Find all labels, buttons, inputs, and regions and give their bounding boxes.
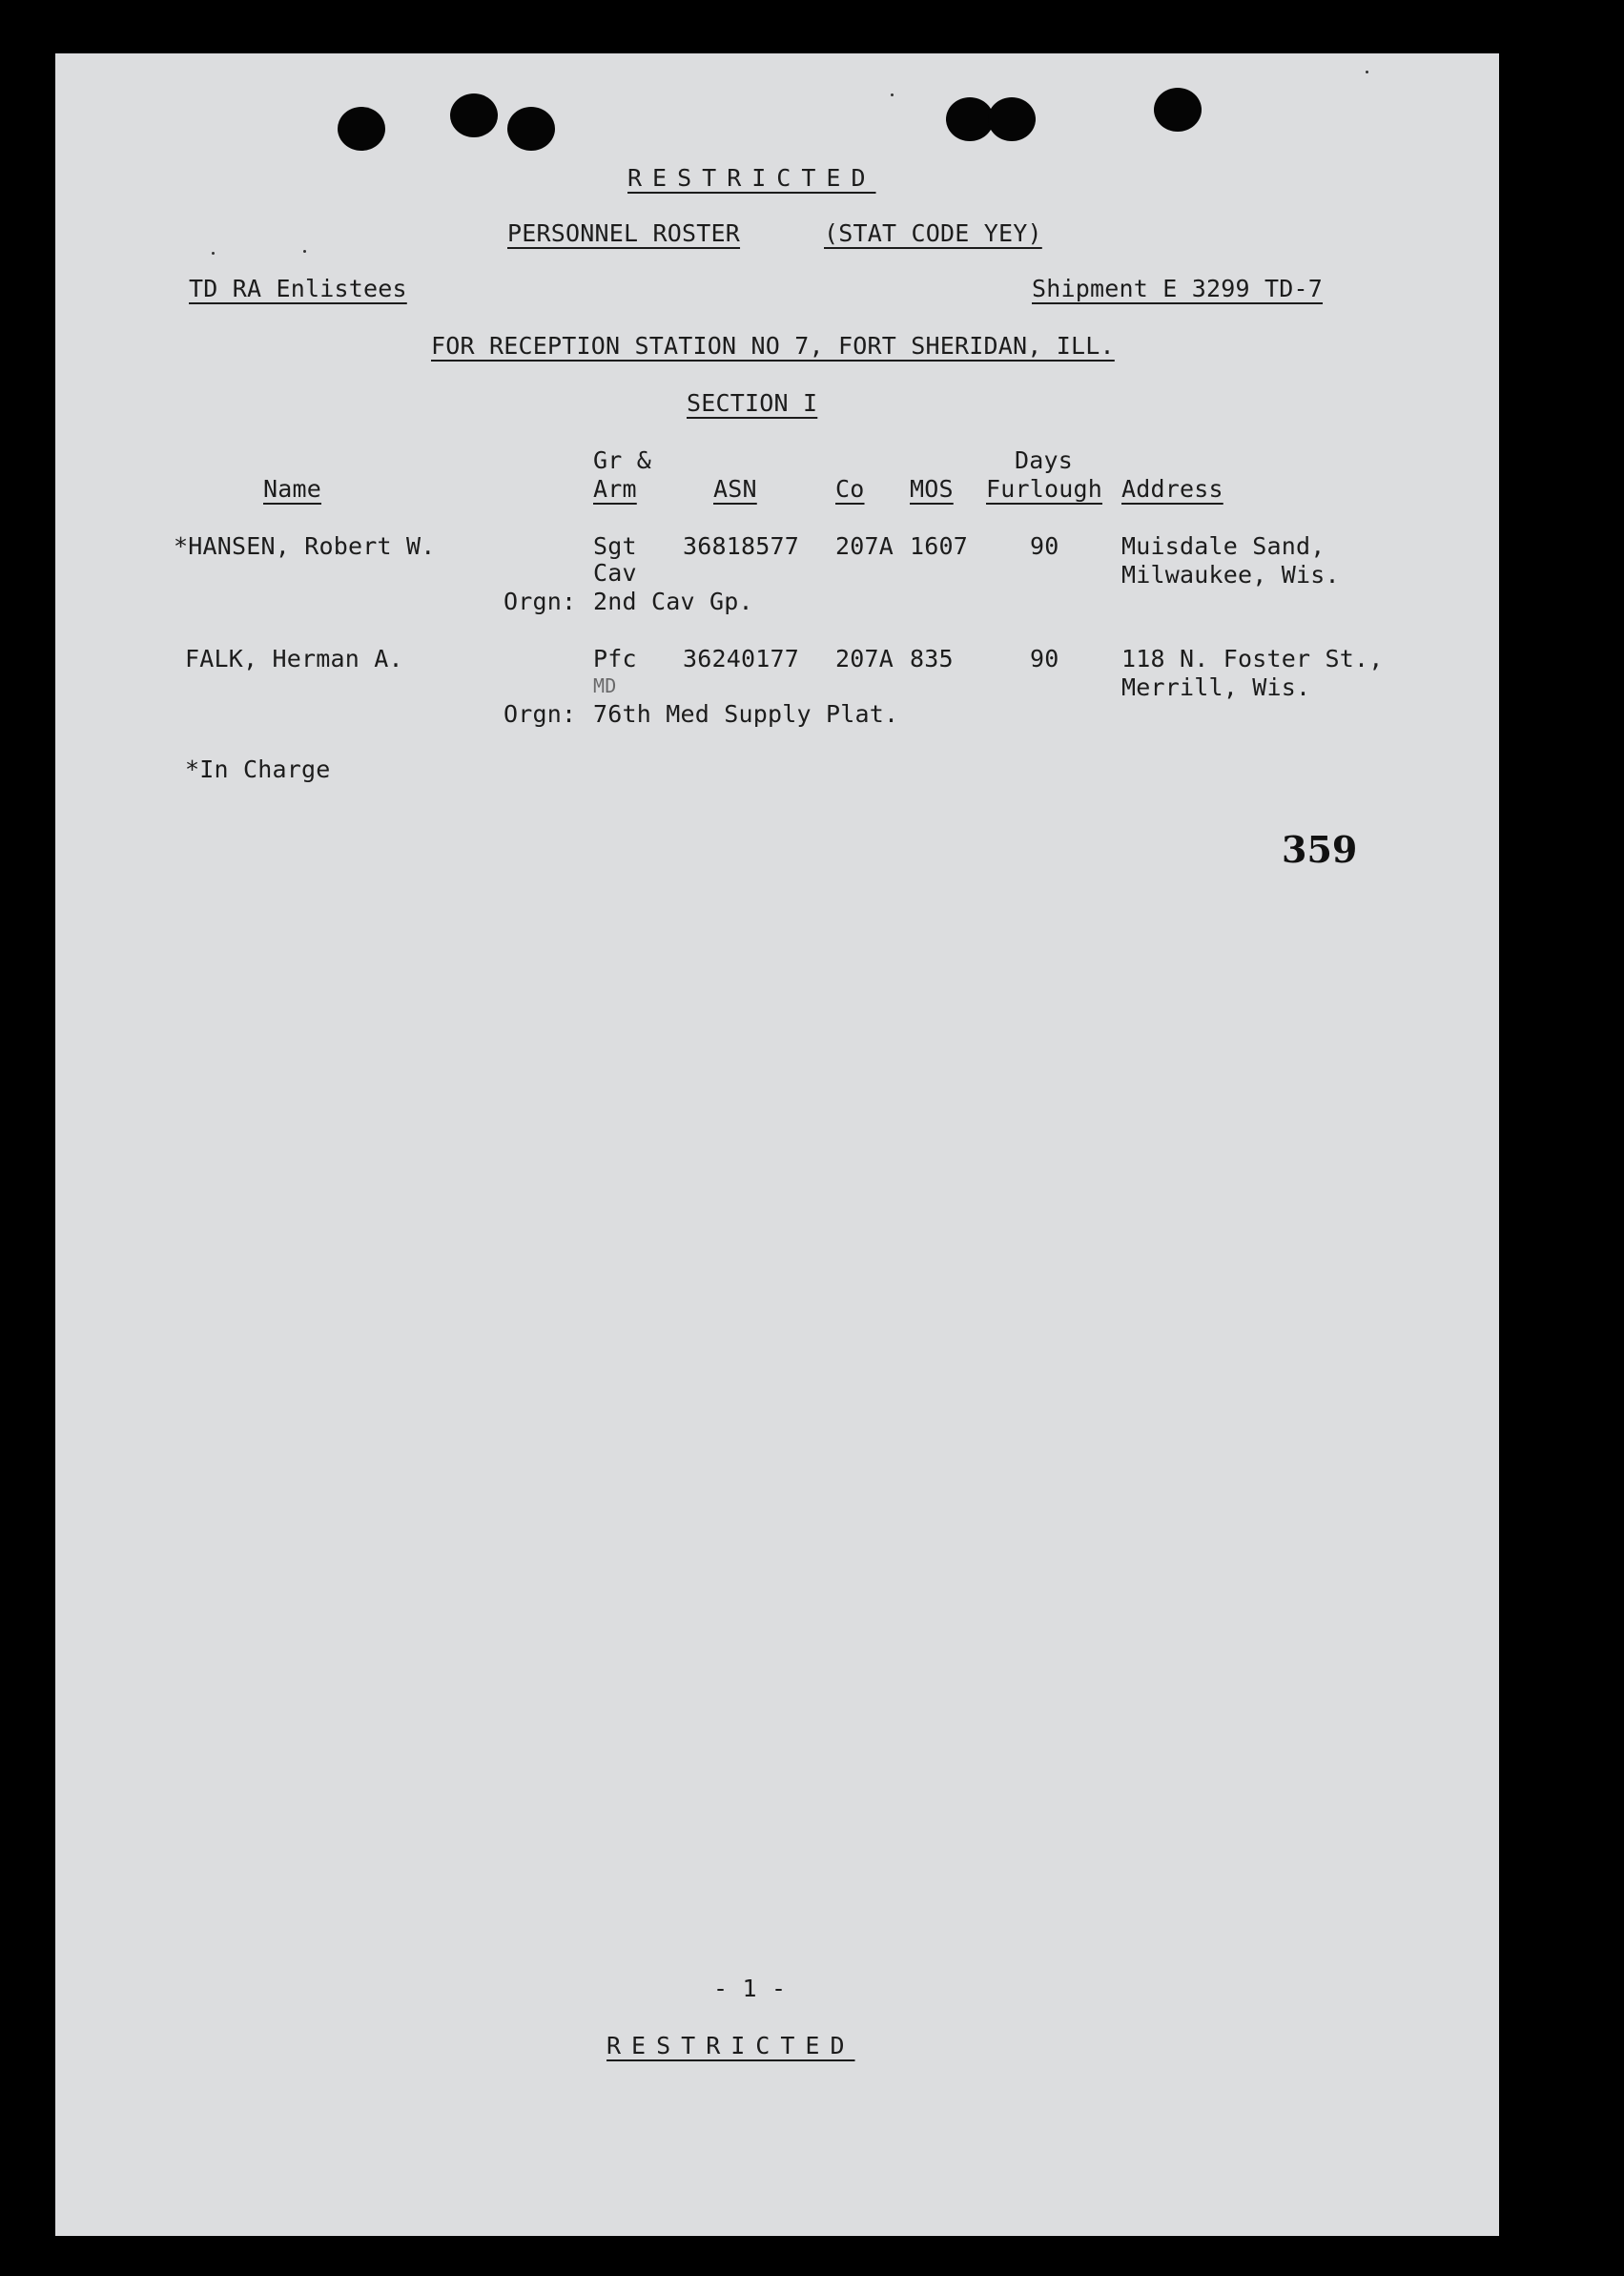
section-title: SECTION I xyxy=(687,389,818,417)
row-1-grade: Sgt xyxy=(593,532,637,560)
row-1-days: 90 xyxy=(1030,532,1059,560)
punch-hole xyxy=(988,97,1036,141)
col-days-top: Days xyxy=(1015,446,1074,474)
row-2-days: 90 xyxy=(1030,645,1059,672)
classification-header: RESTRICTED xyxy=(627,164,876,192)
row-2-mos: 835 xyxy=(910,645,954,672)
row-1-orgn-label: Orgn: xyxy=(504,588,577,615)
row-2-name: FALK, Herman A. xyxy=(185,645,403,672)
shipment-label: Shipment E 3299 TD-7 xyxy=(1032,275,1324,302)
speck xyxy=(1366,71,1368,73)
stat-code: (STAT CODE YEY) xyxy=(824,219,1042,247)
punch-hole xyxy=(507,107,555,151)
roster-title: PERSONNEL ROSTER xyxy=(507,219,741,247)
classification-footer: RESTRICTED xyxy=(606,2032,855,2059)
col-grade-top: Gr & xyxy=(593,446,652,474)
row-1-asn: 36818577 xyxy=(683,532,800,560)
col-mos: MOS xyxy=(910,475,954,503)
row-2-co: 207A xyxy=(835,645,894,672)
punch-hole xyxy=(946,97,994,141)
speck xyxy=(212,252,215,255)
destination-line: FOR RECEPTION STATION NO 7, FORT SHERIDAN, ILL. xyxy=(431,332,1115,360)
row-1-name: *HANSEN, Robert W. xyxy=(174,532,436,560)
stamp-number: 359 xyxy=(1282,828,1358,871)
speck xyxy=(303,250,306,253)
punch-hole xyxy=(1154,88,1202,132)
col-asn: ASN xyxy=(713,475,757,503)
row-2-orgn-label: Orgn: xyxy=(504,700,577,728)
group-label: TD RA Enlistees xyxy=(189,275,407,302)
page-number: - 1 - xyxy=(713,1975,787,2002)
row-1-address-2: Milwaukee, Wis. xyxy=(1121,561,1340,589)
in-charge-note: *In Charge xyxy=(185,755,331,783)
row-2-asn: 36240177 xyxy=(683,645,800,672)
speck xyxy=(891,93,894,96)
col-co: Co xyxy=(835,475,865,503)
row-1-orgn: 2nd Cav Gp. xyxy=(593,588,753,615)
row-2-address-2: Merrill, Wis. xyxy=(1121,673,1311,701)
punch-hole xyxy=(450,93,498,137)
col-days-bottom: Furlough xyxy=(986,475,1103,503)
col-name: Name xyxy=(263,475,322,503)
document-page xyxy=(55,53,1499,2236)
row-1-co: 207A xyxy=(835,532,894,560)
punch-hole xyxy=(338,107,385,151)
row-1-address-1: Muisdale Sand, xyxy=(1121,532,1326,560)
row-2-address-1: 118 N. Foster St., xyxy=(1121,645,1384,672)
row-1-arm: Cav xyxy=(593,559,637,587)
col-address: Address xyxy=(1121,475,1223,503)
row-2-grade: Pfc xyxy=(593,645,637,672)
col-grade-bottom: Arm xyxy=(593,475,637,503)
row-2-arm: MD xyxy=(593,674,617,697)
row-2-orgn: 76th Med Supply Plat. xyxy=(593,700,899,728)
row-1-mos: 1607 xyxy=(910,532,969,560)
